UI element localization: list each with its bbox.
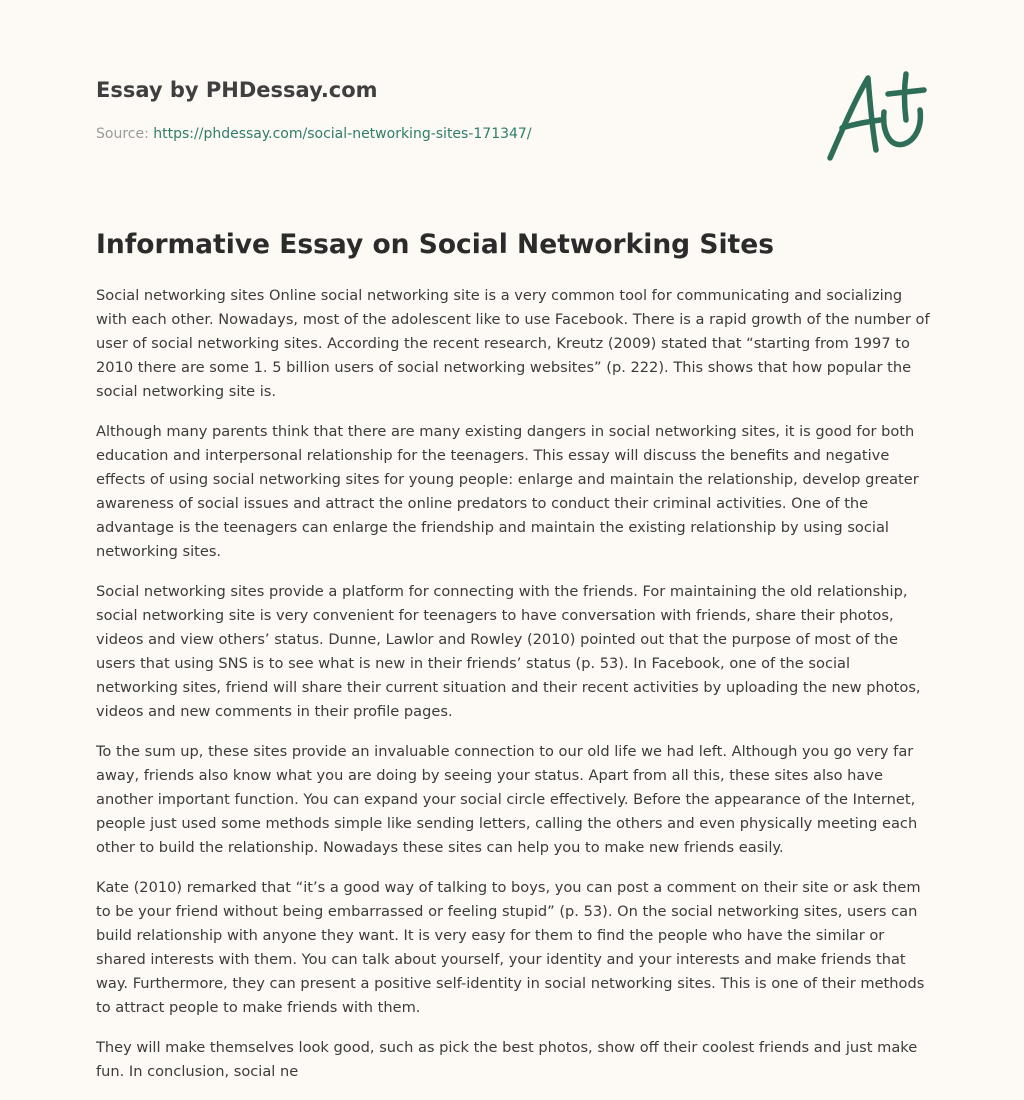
essay-content xyxy=(96,226,930,1100)
essay-paragraph-2: Although many parents think that there are many existing dangers in social networking sites, it is good for both education and interpersonal relationship for the teenagers. This essay will discuss the benefits and negative effects of using social networking sites for young people: enlarge and maintain the relationship, develop greater awareness of social issues and attract the online predators to conduct their criminal activities. One of the advantage is the teenagers can enlarge the friendship and maintain the existing relationship by using social networking sites. xyxy=(96,423,919,560)
source-link[interactable]: https://phdessay.com/social-networking-sites-171347/ xyxy=(153,126,532,142)
a-plus-logo-icon xyxy=(818,66,930,166)
source-label: Source: xyxy=(96,126,154,142)
essay-paragraph-5: Kate (2010) remarked that “it’s a good way of talking to boys, you can post a comment on their site or ask them to be your friend without being embarrassed or feeling stupid” (p. 53). On the social networking sites, users can build relationship with anyone they want. It is very easy for them to find the people who have the similar or shared interests with them. You can talk about yourself, your identity and your interests and make friends that way. Furthermore, they can present a positive self-identity in social networking sites. This is one of their methods to attract people to make friends with them. xyxy=(96,879,925,1016)
source-line xyxy=(96,124,796,144)
page-header xyxy=(96,76,796,144)
site-title: Essay by PHDessay.com xyxy=(96,78,378,102)
essay-paragraph-1: Social networking sites Online social networking site is a very common tool for communicating and socializing with each other. Nowadays, most of the adolescent like to use Facebook. There is a rapid growth of the number of user of social networking sites. According the recent research, Kreutz (2009) stated that “starting from 1997 to 2010 there are some 1. 5 billion users of social networking websites” (p. 222). This shows that how popular the social networking site is. xyxy=(96,287,930,400)
essay-paragraph-3: Social networking sites provide a platform for connecting with the friends. For maintaining the old relationship, social networking site is very convenient for teenagers to have conversation with friends, share their photos, videos and view others’ status. Dunne, Lawlor and Rowley (2010) pointed out that the purpose of most of the users that using SNS is to see what is new in their friends’ status (p. 53). In Facebook, one of the social networking sites, friend will share their current situation and their recent activities by uploading the new photos, videos and new comments in their profile pages. xyxy=(96,583,921,720)
essay-paragraph-4: To the sum up, these sites provide an invaluable connection to our old life we had left. Although you go very far away, friends also know what you are doing by seeing your status. Apart from all this, these sites also have another important function. You can expand your social circle effectively. Before the appearance of the Internet, people just used some methods simple like sending letters, calling the others and even physically meeting each other to build the relationship. Nowadays these sites can help you to make new friends easily. xyxy=(96,743,918,856)
essay-paragraph-6: They will make themselves look good, such as pick the best photos, show off their coolest friends and just make fun. In conclusion, social ne xyxy=(96,1039,918,1080)
essay-title: Informative Essay on Social Networking Sites xyxy=(96,229,774,260)
